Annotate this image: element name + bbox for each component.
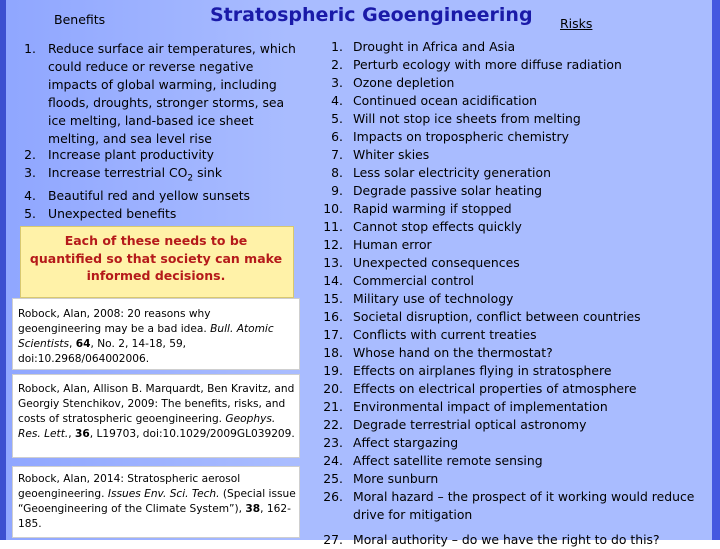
risk-item: 17. Conflicts with current treaties (323, 327, 537, 342)
risk-item: 23. Affect stargazing (323, 435, 459, 450)
benefit-item: 1. Reduce surface air temperatures, which could reduce or reverse negative impacts of global warming, including floods, droughts, stronger storms, sea ice melting, land-based ice sheet melting, and sea level rise (24, 41, 296, 146)
risk-item: 5. Will not stop ice sheets from melting (331, 111, 581, 126)
benefit-item: 5. Unexpected benefits (24, 206, 177, 222)
benefits-list-primary (6, 40, 302, 148)
risk-item: 3. Ozone depletion (331, 75, 455, 90)
subscript-2: 2 (187, 173, 194, 184)
risk-item: 7. Whiter skies (331, 147, 430, 162)
benefit-item: 4. Beautiful red and yellow sunsets (24, 188, 251, 204)
risk-item: 6. Impacts on tropospheric chemistry (331, 129, 569, 144)
risk-item: 15. Military use of technology (323, 291, 514, 306)
risk-item: 8. Less solar electricity generation (331, 165, 551, 180)
risk-item: 22. Degrade terrestrial optical astronomy (323, 417, 587, 432)
highlight-text: Each of these needs to be quantified so that society can make informed decisions. (29, 233, 283, 283)
risks-list (305, 38, 715, 549)
risks-heading: Risks (560, 16, 593, 31)
reference-1: Robock, Alan, 2008: 20 reasons why geoengineering may be a bad idea. Bull. Atomic Scientists, 64, No. 2, 14-18, 59, doi:10.2968/064002006. (18, 308, 274, 365)
risk-item: 26. Moral hazard – the prospect of it working would reduce drive for mitigation (323, 489, 695, 522)
risk-item: 21. Environmental impact of implementation (323, 399, 608, 414)
risk-item: 20. Effects on electrical properties of atmosphere (323, 381, 637, 396)
risk-item: 16. Societal disruption, conflict between countries (323, 309, 641, 324)
benefit-item: 2. Increase plant productivity (24, 147, 214, 162)
risk-item: 10. Rapid warming if stopped (323, 201, 512, 216)
risk-item: 25. More sunburn (323, 471, 439, 486)
reference-2: Robock, Alan, Allison B. Marquardt, Ben Kravitz, and Georgiy Stenchikov, 2009: The benefits, risks, and costs of stratospheric geoengineering. Geophys. Res. Lett., 36, L19703, doi:10.1029/2009GL039209. (18, 383, 295, 440)
benefit-item: 3. Increase terrestrial $CO_2$ sink (24, 165, 223, 184)
risk-item: 13. Unexpected consequences (323, 255, 520, 270)
risk-item: 12. Human error (323, 237, 432, 252)
risk-item: 24. Affect satellite remote sensing (323, 453, 543, 468)
risk-item: 4. Continued ocean acidification (331, 93, 538, 108)
risk-item: 2. Perturb ecology with more diffuse radiation (331, 57, 622, 72)
risk-item: 18. Whose hand on the thermostat? (323, 345, 553, 360)
benefits-heading: Benefits (54, 12, 106, 27)
risk-item: 11. Cannot stop effects quickly (323, 219, 522, 234)
risk-item: 1. Drought in Africa and Asia (331, 39, 516, 54)
reference-3: Robock, Alan, 2014: Stratospheric aerosol geoengineering. Issues Env. Sci. Tech. (Special issue “Geoengineering of the Climate System”), 38, 162-185. (18, 473, 296, 530)
benefits-list-secondary (6, 146, 302, 223)
slide-title: Stratospheric Geoengineering (210, 4, 533, 26)
risk-item: 14. Commercial control (323, 273, 474, 288)
risk-item: 19. Effects on airplanes flying in stratosphere (323, 363, 612, 378)
risk-item: 27. Moral authority – do we have the right to do this? (323, 532, 660, 547)
risk-item: 9. Degrade passive solar heating (331, 183, 543, 198)
